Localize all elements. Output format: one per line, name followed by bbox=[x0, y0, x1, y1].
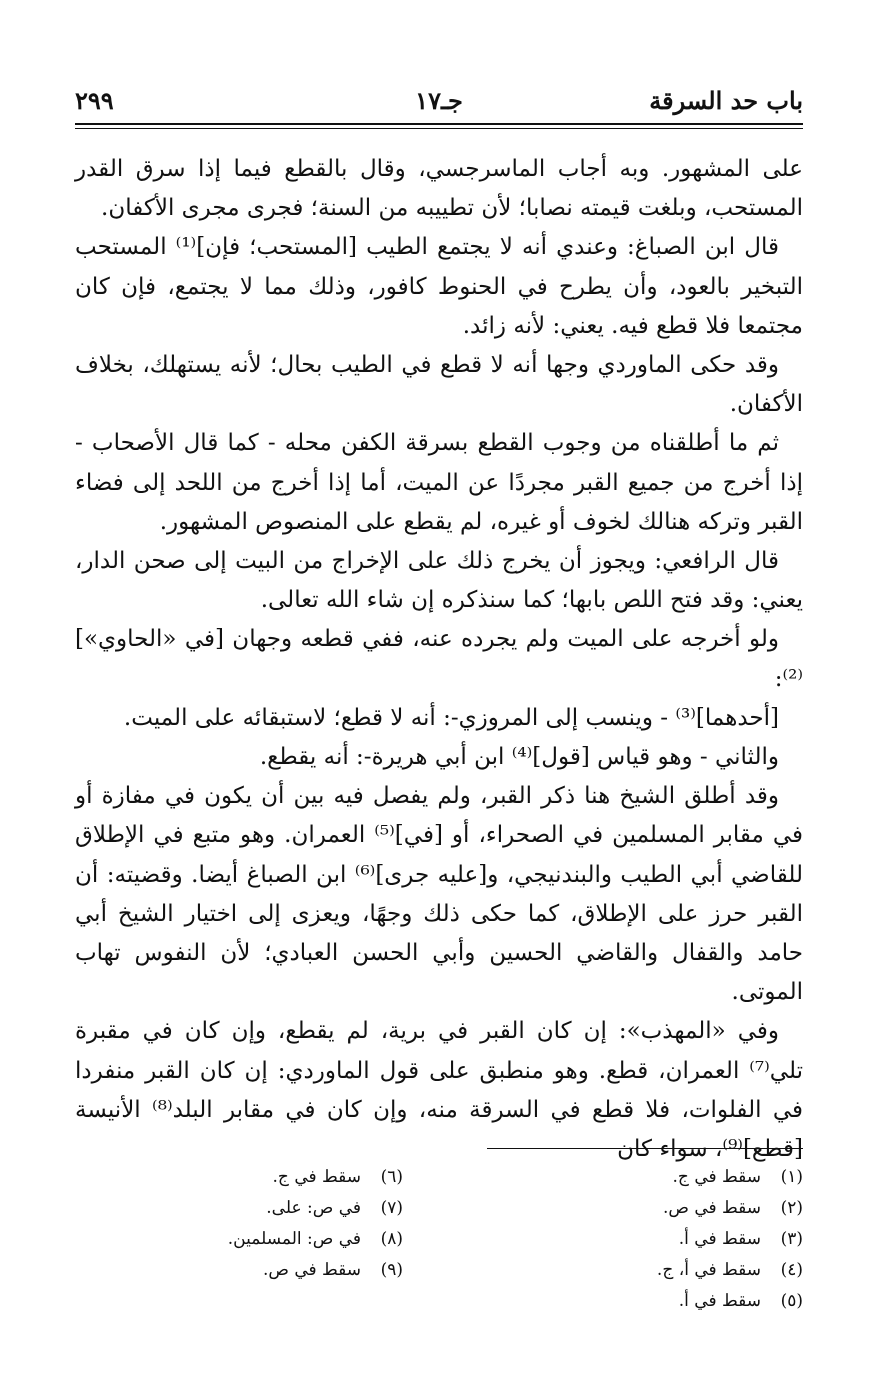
footnote-number: (٨) bbox=[380, 1229, 403, 1249]
paragraph: ولو أخرجه على الميت ولم يجرده عنه، ففي قطعه وجهان [في «الحاوي»]⁽²⁾: bbox=[75, 626, 803, 692]
footnote bbox=[103, 1255, 403, 1286]
footnote-text: سقط في ص. bbox=[662, 1198, 761, 1218]
main-text bbox=[75, 150, 803, 1169]
footnote-text: في ص: على. bbox=[266, 1198, 361, 1218]
footnote bbox=[543, 1224, 803, 1255]
page-number: ٢٩٩ bbox=[75, 86, 114, 115]
footnote-text: في ص: المسلمين. bbox=[227, 1229, 361, 1249]
footnote bbox=[103, 1193, 403, 1224]
footnote bbox=[543, 1193, 803, 1224]
footnote-number: (١) bbox=[780, 1167, 803, 1187]
footnote-number: (٧) bbox=[380, 1198, 403, 1218]
chapter-title: باب حد السرقة bbox=[649, 86, 803, 115]
paragraph: وقد أطلق الشيخ هنا ذكر القبر، ولم يفصل فيه بين أن يكون في مفازة أو في مقابر المسلمين في الصحراء، أو [في]⁽⁵⁾ العمران. وهو متبع في الإطلاق للقاضي أبي الطيب والبندنيجي، و[عليه جرى]⁽⁶⁾ ابن الصباغ أيضا. وقضيته: أن القبر حرز على الإطلاق، كما حكى ذلك وجهًا، ويعزى إلى اختيار الشيخ أبي حامد والقفال والقاضي الحسين وأبي الحسن العبادي؛ لأن النفوس تهاب الموتى. bbox=[75, 783, 803, 1006]
footnote-number: (٩) bbox=[380, 1260, 403, 1280]
paragraph: على المشهور. وبه أجاب الماسرجسي، وقال بالقطع فيما إذا سرق القدر المستحب، وبلغت قيمته نصابا؛ لأن تطييبه من السنة؛ فجرى مجرى الأكفان. bbox=[75, 156, 803, 222]
footnote-text: سقط في أ، ج. bbox=[656, 1260, 761, 1280]
footnote-text: سقط في ج. bbox=[272, 1167, 361, 1187]
footnote-number: (٦) bbox=[380, 1167, 403, 1187]
footnote-column-left bbox=[103, 1162, 403, 1286]
footnote bbox=[543, 1286, 803, 1317]
paragraph: [أحدهما]⁽³⁾ - وينسب إلى المروزي-: أنه لا قطع؛ لاستبقائه على الميت. bbox=[123, 704, 779, 731]
footnote-rule bbox=[487, 1148, 803, 1149]
footnote bbox=[103, 1224, 403, 1255]
footnote-text: سقط في ص. bbox=[262, 1260, 361, 1280]
paragraph: والثاني - وهو قياس [قول]⁽⁴⁾ ابن أبي هريرة-: أنه يقطع. bbox=[259, 744, 779, 771]
paragraph: ثم ما أطلقناه من وجوب القطع بسرقة الكفن محله - كما قال الأصحاب - إذا أخرج من جميع القبر مجردًا عن الميت، أما إذا أخرج من اللحد إلى فضاء القبر وتركه هنالك لخوف أو غيره، لم يقطع على المنصوص المشهور. bbox=[75, 430, 803, 535]
footnote-number: (٤) bbox=[780, 1260, 803, 1280]
header-rule-thin bbox=[75, 128, 803, 129]
paragraph: قال ابن الصباغ: وعندي أنه لا يجتمع الطيب [المستحب؛ فإن]⁽¹⁾ المستحب التبخير بالعود، وأن يطرح في الحنوط كافور، وذلك مما لا يجتمع، فإن كان مجتمعا فلا قطع فيه. يعني: لأنه زائد. bbox=[75, 234, 803, 339]
footnote-number: (٥) bbox=[780, 1291, 803, 1311]
footnote-text: سقط في ج. bbox=[672, 1167, 761, 1187]
footnote bbox=[103, 1162, 403, 1193]
header-rule bbox=[75, 123, 803, 125]
paragraph: وقد حكى الماوردي وجها أنه لا قطع في الطيب بحال؛ لأنه يستهلك، بخلاف الأكفان. bbox=[75, 352, 803, 418]
footnote-column-right bbox=[543, 1162, 803, 1317]
footnote bbox=[543, 1255, 803, 1286]
paragraph: وفي «المهذب»: إن كان القبر في برية، لم يقطع، وإن كان في مقبرة تلي⁽⁷⁾ العمران، قطع. وهو منطبق على قول الماوردي: إن كان القبر منفردا في الفلوات، فلا قطع في السرقة منه، وإن كان في مقابر البلد⁽⁸⁾ الأنيسة [قطع]⁽⁹⁾، سواء كان bbox=[75, 1018, 803, 1163]
footnote-number: (٢) bbox=[780, 1198, 803, 1218]
volume-label: جـ١٧ bbox=[415, 86, 463, 115]
footnote bbox=[543, 1162, 803, 1193]
footnote-text: سقط في أ. bbox=[678, 1229, 761, 1249]
footnote-number: (٣) bbox=[780, 1229, 803, 1249]
paragraph: قال الرافعي: ويجوز أن يخرج ذلك على الإخراج من البيت إلى صحن الدار، يعني: وقد فتح اللص بابها؛ كما سنذكره إن شاء الله تعالى. bbox=[75, 548, 803, 614]
footnote-text: سقط في أ. bbox=[678, 1291, 761, 1311]
page-header bbox=[75, 82, 803, 122]
